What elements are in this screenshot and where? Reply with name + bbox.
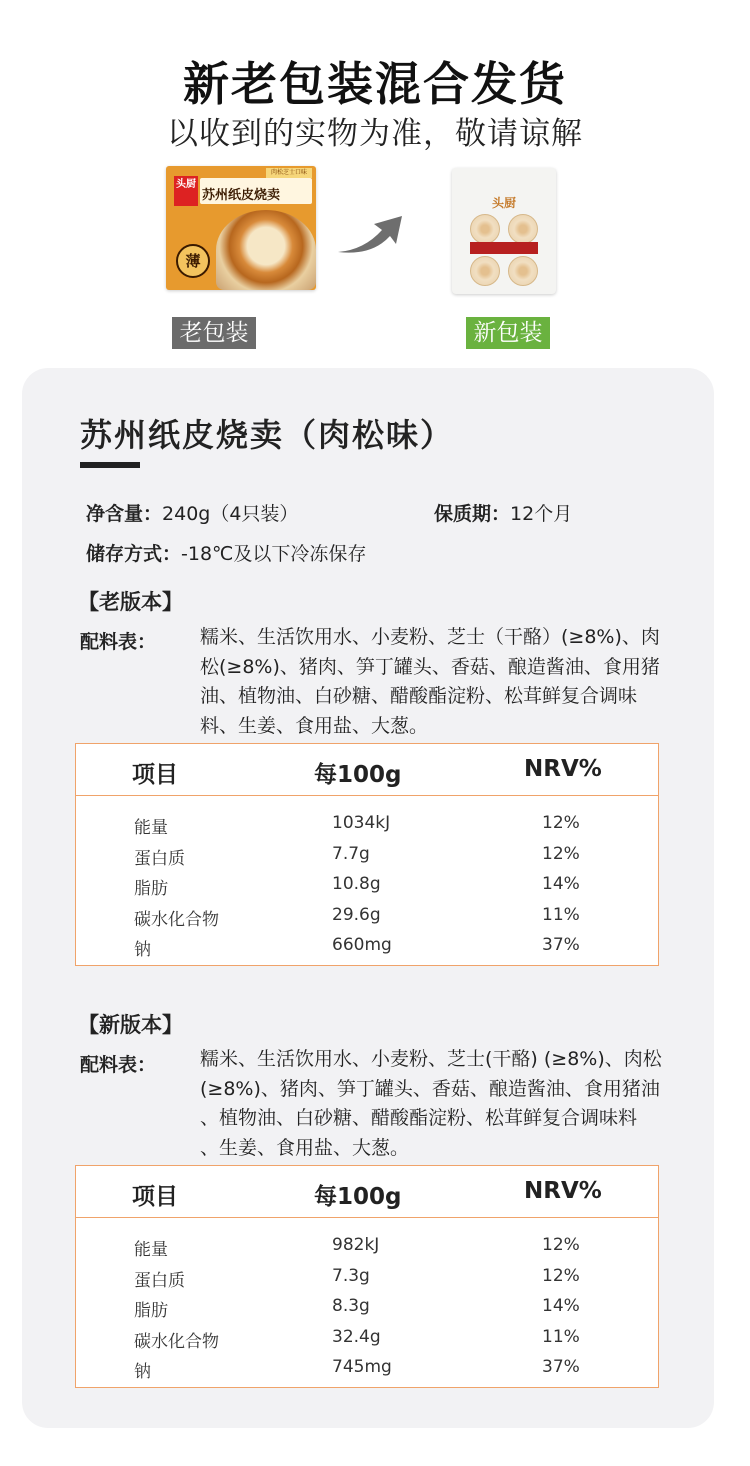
ingredients-line: (≥8%)、猪肉、笋丁罐头、香菇、酿造酱油、食用猪油: [200, 1077, 660, 1100]
shaomai-photo: [216, 210, 316, 290]
new-package-label: 新包装: [466, 317, 550, 349]
ingredients-line: 料、生姜、食用盐、大葱。: [200, 714, 429, 737]
nutrient-name: 蛋白质: [134, 1270, 185, 1291]
old-pack-brand: 头厨: [174, 176, 198, 206]
new-nutrition-table: [75, 1165, 659, 1388]
arrow-right-icon: [334, 210, 406, 258]
table-row: [76, 1261, 658, 1292]
nutrient-name: 钠: [134, 1362, 151, 1382]
header-per100g: 每100g: [314, 1184, 402, 1210]
bun-image: [470, 256, 500, 286]
bun-image: [508, 214, 538, 244]
nutrient-amount: 1034kJ: [332, 813, 391, 833]
ingredients-line: 糯米、生活饮用水、小麦粉、芝士（干酪）(≥8%)、肉: [200, 626, 660, 648]
new-ingredients-text: [200, 1045, 674, 1163]
nutrient-name: 脂肪: [134, 879, 168, 899]
old-version-heading: 【老版本】: [78, 590, 183, 614]
subheadline: 以收到的实物为准，敬请谅解: [167, 116, 583, 152]
nutrient-nrv: 12%: [542, 813, 580, 833]
new-ingredients-label: 配料表：: [80, 1054, 157, 1076]
nutrient-name: 能量: [134, 1240, 168, 1260]
old-package-image: [166, 166, 316, 290]
nutrient-nrv: 11%: [542, 904, 580, 925]
new-version-heading: 【新版本】: [78, 1013, 183, 1037]
net-weight-label: 净含量：: [86, 503, 163, 525]
table-row: [76, 1322, 658, 1353]
new-pack-strip: [470, 242, 538, 254]
nutrient-amount: 7.3g: [332, 1265, 370, 1286]
nutrient-name: 钠: [134, 940, 151, 960]
storage-value: -18℃及以下冷冻保存: [181, 543, 367, 565]
nutrient-nrv: 11%: [542, 1326, 580, 1347]
header-nrv: NRV%: [524, 756, 602, 782]
bun-image: [470, 214, 500, 244]
nutrient-name: 碳水化合物: [134, 1331, 219, 1352]
nutrient-name: 脂肪: [134, 1301, 168, 1321]
header-item: 项目: [132, 762, 178, 788]
bun-image: [508, 256, 538, 286]
new-pack-brand: 头厨: [491, 196, 516, 210]
storage: [86, 539, 366, 566]
table-row: [76, 869, 658, 900]
old-pack-seal: 薄: [176, 244, 210, 278]
nutrient-nrv: 12%: [542, 1235, 580, 1255]
nutrient-amount: 660mg: [332, 935, 392, 955]
table-row: [76, 1230, 658, 1261]
net-weight-value: 240g（4只装）: [162, 503, 299, 525]
nutrient-amount: 982kJ: [332, 1235, 380, 1255]
nutrient-nrv: 37%: [542, 1357, 580, 1377]
nutrient-nrv: 14%: [542, 1296, 580, 1316]
nutrient-amount: 8.3g: [332, 1296, 370, 1316]
header-nrv: NRV%: [524, 1178, 602, 1204]
net-weight: [86, 499, 298, 526]
table-row: [76, 930, 658, 961]
nutrient-nrv: 12%: [542, 1265, 580, 1286]
nutrient-amount: 32.4g: [332, 1326, 381, 1347]
ingredients-line: 松(≥8%)、猪肉、笋丁罐头、香菇、酿造酱油、食用猪: [200, 655, 660, 678]
table-row: [76, 1352, 658, 1383]
shelf-life: [434, 499, 572, 526]
nutrient-amount: 7.7g: [332, 843, 370, 864]
nutrient-nrv: 37%: [542, 935, 580, 955]
ingredients-line: 糯米、生活饮用水、小麦粉、芝士(干酪) (≥8%)、肉松: [200, 1048, 662, 1070]
ingredients-line: 、植物油、白砂糖、醋酸酯淀粉、松茸鲜复合调味料: [200, 1107, 638, 1129]
table-header: [76, 1166, 658, 1218]
nutrient-name: 能量: [134, 818, 168, 838]
headline: 新老包装混合发货: [183, 57, 567, 111]
nutrient-name: 碳水化合物: [134, 909, 219, 930]
ingredients-line: 油、植物油、白砂糖、醋酸酯淀粉、松茸鲜复合调味: [200, 685, 638, 707]
nutrient-amount: 29.6g: [332, 904, 381, 925]
shelf-life-label: 保质期：: [434, 503, 511, 525]
nutrient-nrv: 14%: [542, 874, 580, 894]
table-row: [76, 839, 658, 870]
table-row: [76, 900, 658, 931]
old-package-label: 老包装: [172, 317, 256, 349]
new-package-image: [452, 168, 556, 294]
table-row: [76, 1291, 658, 1322]
nutrient-name: 蛋白质: [134, 848, 185, 869]
old-pack-flavor-tag: 肉松芝士口味: [266, 168, 312, 178]
old-nutrition-table: [75, 743, 659, 966]
header-item: 项目: [132, 1184, 178, 1210]
old-ingredients-text: [200, 623, 674, 741]
nutrient-amount: 10.8g: [332, 874, 381, 894]
title-underline: [80, 462, 140, 468]
nutrient-amount: 745mg: [332, 1357, 392, 1377]
table-header: [76, 744, 658, 796]
nutrient-nrv: 12%: [542, 843, 580, 864]
old-ingredients-label: 配料表：: [80, 631, 157, 653]
header-per100g: 每100g: [314, 762, 402, 788]
old-pack-name: 苏州纸皮烧卖: [202, 188, 281, 203]
shelf-life-value: 12个月: [510, 503, 573, 525]
storage-label: 储存方式：: [86, 543, 182, 565]
table-row: [76, 808, 658, 839]
ingredients-line: 、生姜、食用盐、大葱。: [200, 1136, 410, 1159]
product-title: 苏州纸皮烧卖（肉松味）: [80, 416, 455, 454]
